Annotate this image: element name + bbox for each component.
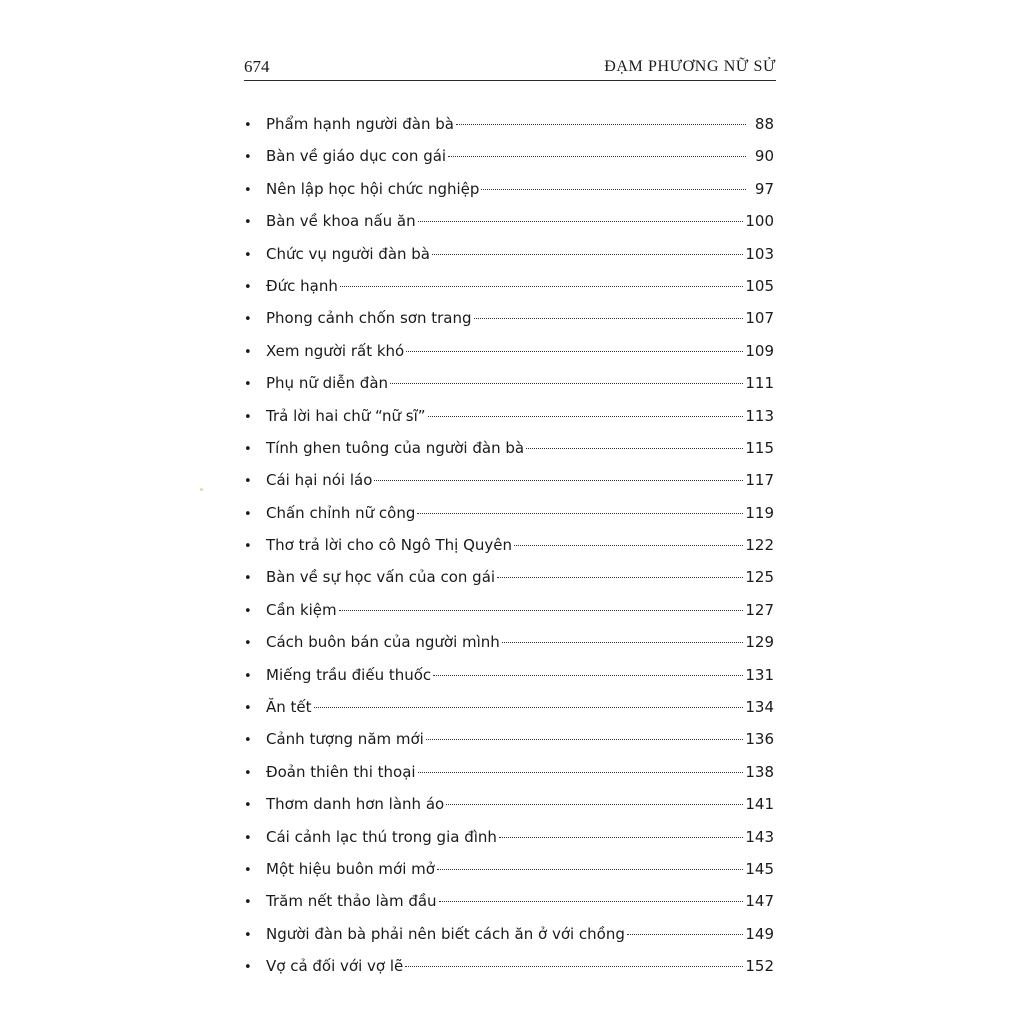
toc-entry [244,853,774,885]
dot-leader [627,934,743,935]
dot-leader [428,416,744,417]
toc-entry [244,529,774,561]
bullet-icon: • [244,636,252,652]
toc-entry [244,270,774,302]
toc-entry-title: Ăn tết [266,698,312,717]
bullet-icon: • [244,506,252,522]
dot-leader [481,189,746,190]
toc-entry-page-number: 136 [745,730,774,749]
toc-entry-page-number: 100 [745,212,774,231]
dot-leader [502,642,744,643]
dot-leader [426,739,744,740]
toc-entry-page-number: 125 [745,568,774,587]
toc-entry-title: Đoản thiên thi thoại [266,762,416,781]
toc-entry-page-number: 138 [745,762,774,781]
toc-entry [244,400,774,432]
toc-entry-title: Bàn về khoa nấu ăn [266,212,416,231]
toc-entry [244,723,774,755]
dot-leader [314,707,744,708]
toc-entry-title: Bàn về giáo dục con gái [266,147,447,166]
toc-entry-page-number: 129 [745,633,774,652]
toc-entry [244,594,774,626]
dot-leader [418,221,744,222]
toc-entry [244,367,774,399]
toc-entry-title: Cần kiệm [266,600,337,619]
toc-entry [244,205,774,237]
toc-entry [244,140,774,172]
toc-entry [244,464,774,496]
toc-entry [244,918,774,950]
toc-entry [244,626,774,658]
bullet-icon: • [244,182,252,198]
bullet-icon: • [244,150,252,166]
toc-entry-title: Một hiệu buôn mới mở [266,859,435,878]
toc-entry-page-number: 134 [745,698,774,717]
bullet-icon: • [244,377,252,393]
toc-entry-title: Chấn chỉnh nữ công [266,503,416,522]
toc-entry-page-number: 115 [745,438,774,457]
table-of-contents [244,108,774,983]
toc-entry-title: Cái hại nói láo [266,471,373,490]
toc-entry-title: Đức hạnh [266,276,338,295]
dot-leader [433,675,743,676]
bullet-icon: • [244,895,252,911]
bullet-icon: • [244,118,252,133]
toc-entry-title: Tính ghen tuông của người đàn bà [266,438,525,457]
bullet-icon: • [244,765,252,781]
toc-entry-page-number: 141 [745,795,774,814]
toc-entry-title: Phẩm hạnh người đàn bà [266,115,454,133]
bullet-icon: • [244,571,252,587]
bullet-icon: • [244,247,252,263]
toc-entry [244,302,774,334]
bullet-icon: • [244,927,252,943]
bullet-icon: • [244,603,252,619]
toc-entry-page-number: 111 [745,374,774,393]
toc-entry [244,788,774,820]
toc-entry-title: Bàn về sự học vấn của con gái [266,568,496,587]
toc-entry-page-number: 103 [745,244,774,263]
bullet-icon: • [244,312,252,328]
toc-entry-title: Thơm danh hơn lành áo [266,795,445,814]
toc-entry [244,108,774,140]
toc-entry-page-number: 109 [745,341,774,360]
toc-entry [244,238,774,270]
toc-entry [244,335,774,367]
dot-leader [446,804,743,805]
header-rule [244,80,776,81]
running-title: ĐẠM PHƯƠNG NỮ SỬ [604,58,776,75]
dot-leader [456,124,746,125]
toc-entry-page-number: 97 [754,179,774,198]
toc-entry-page-number: 127 [745,600,774,619]
dot-leader [514,545,743,546]
toc-entry-page-number: 143 [745,827,774,846]
dot-leader [390,383,743,384]
toc-entry-title: Xem người rất khó [266,341,405,360]
page-header [244,54,776,80]
toc-entry [244,885,774,917]
bullet-icon: • [244,215,252,231]
dot-leader [526,448,743,449]
dot-leader [406,351,743,352]
toc-entry-page-number: 90 [754,147,774,166]
toc-entry-page-number: 131 [745,665,774,684]
toc-entry [244,432,774,464]
toc-entry-page-number: 152 [745,957,774,976]
bullet-icon: • [244,733,252,749]
toc-entry [244,561,774,593]
dot-leader [474,318,744,319]
dot-leader [417,513,743,514]
dot-leader [374,480,743,481]
toc-entry [244,950,774,982]
dot-leader [437,869,743,870]
toc-entry-title: Cảnh tượng năm mới [266,730,424,749]
bullet-icon: • [244,474,252,490]
toc-entry-title: Cái cảnh lạc thú trong gia đình [266,827,497,846]
toc-entry-page-number: 122 [745,536,774,555]
bullet-icon: • [244,279,252,295]
dot-leader [340,286,744,287]
toc-entry-page-number: 105 [745,276,774,295]
toc-entry-title: Phụ nữ diễn đàn [266,374,389,393]
toc-entry-title: Chức vụ người đàn bà [266,244,431,263]
paper-speck [200,488,203,491]
bullet-icon: • [244,668,252,684]
toc-entry [244,173,774,205]
toc-entry-title: Cách buôn bán của người mình [266,633,500,652]
toc-entry-title: Trăm nết thảo làm đầu [266,892,437,911]
toc-entry-title: Vợ cả đối với vợ lẽ [266,957,404,976]
toc-entry-title: Người đàn bà phải nên biết cách ăn ở với chồng [266,924,625,943]
toc-entry-page-number: 117 [745,471,774,490]
toc-entry [244,659,774,691]
toc-entry-page-number: 113 [745,406,774,425]
toc-entry-title: Miếng trầu điếu thuốc [266,665,432,684]
toc-entry-page-number: 107 [745,309,774,328]
bullet-icon: • [244,960,252,976]
toc-entry-title: Phong cảnh chốn sơn trang [266,309,472,328]
toc-entry [244,497,774,529]
toc-entry [244,691,774,723]
dot-leader [405,966,743,967]
toc-entry-page-number: 145 [745,859,774,878]
bullet-icon: • [244,539,252,555]
bullet-icon: • [244,344,252,360]
bullet-icon: • [244,701,252,717]
toc-entry-title: Nên lập học hội chức nghiệp [266,179,480,198]
toc-entry-page-number: 149 [745,924,774,943]
bullet-icon: • [244,798,252,814]
dot-leader [439,901,744,902]
dot-leader [418,772,744,773]
dot-leader [432,254,743,255]
bullet-icon: • [244,409,252,425]
toc-entry-title: Trả lời hai chữ “nữ sĩ” [266,406,426,425]
dot-leader [499,837,743,838]
toc-entry-title: Thơ trả lời cho cô Ngô Thị Quyên [266,536,513,555]
toc-entry-page-number: 147 [745,892,774,911]
toc-entry [244,821,774,853]
dot-leader [339,610,744,611]
toc-entry-page-number: 88 [754,115,774,133]
bullet-icon: • [244,830,252,846]
dot-leader [497,577,743,578]
dot-leader [448,156,746,157]
bullet-icon: • [244,441,252,457]
toc-entry [244,756,774,788]
page-number: 674 [244,57,270,76]
bullet-icon: • [244,862,252,878]
toc-entry-page-number: 119 [745,503,774,522]
